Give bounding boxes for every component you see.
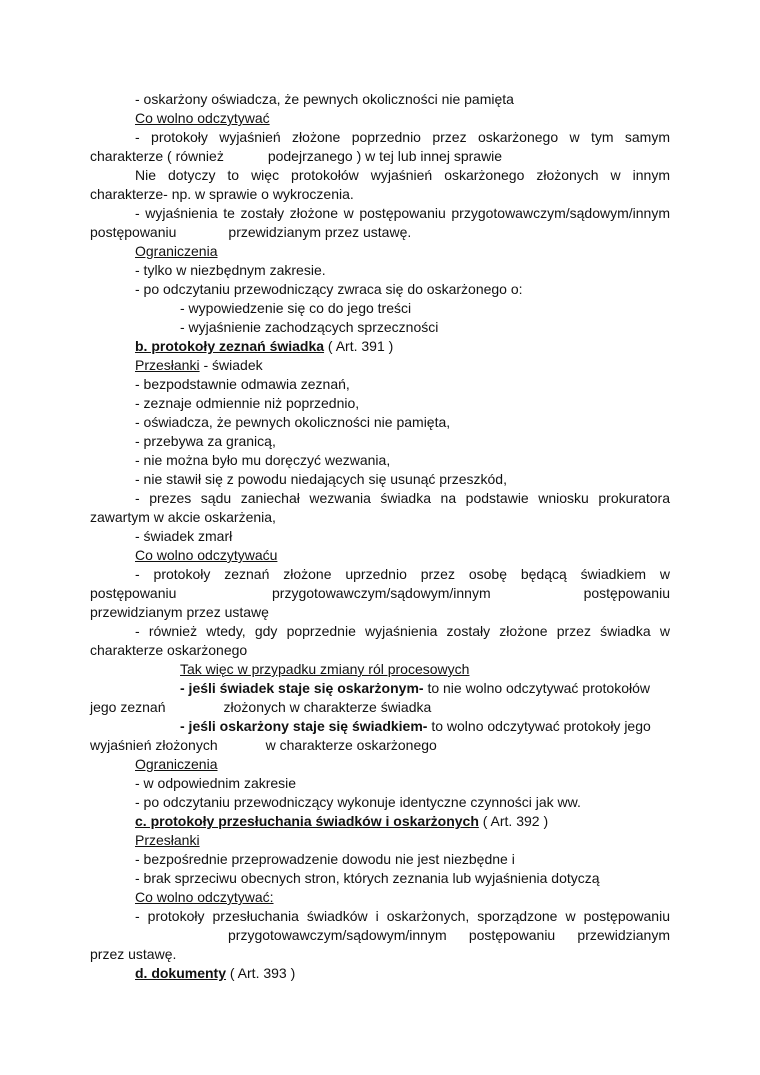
section-title bbox=[135, 964, 670, 983]
text-line: - wypowiedzenie się co do jego treści bbox=[180, 300, 412, 316]
text-line: - brak sprzeciwu obecnych stron, których zeznania lub wyjaśnienia dotyczą bbox=[135, 870, 600, 886]
text-fragment: postępowaniu bbox=[90, 224, 177, 240]
text-fragment: w charakterze oskarżonego bbox=[265, 737, 437, 753]
article-reference: ( Art. 392 ) bbox=[478, 813, 549, 829]
section-heading: Co wolno odczytywaću bbox=[135, 547, 278, 563]
text-fragment: podejrzanego ) w tej lub innej sprawie bbox=[267, 148, 503, 164]
text-line: - protokoły przesłuchania świadków i oskarżonych, sporządzone w postępowaniu bbox=[135, 908, 670, 924]
text-line bbox=[90, 223, 670, 242]
text-fragment: to nie wolno odczytywać protokołów bbox=[423, 680, 651, 696]
text-line bbox=[180, 717, 670, 736]
text-line: - protokoły zeznań złożone uprzednio przez osobę będącą świadkiem w bbox=[135, 566, 670, 582]
text-line: - po odczytaniu przewodniczący wykonuje identyczne czynności jak ww. bbox=[135, 794, 581, 810]
text-line: - w odpowiednim zakresie bbox=[135, 775, 297, 791]
text-line: zawartym w akcie oskarżenia, bbox=[90, 509, 276, 525]
text-fragment: przygotowawczym/sądowym/innym bbox=[272, 585, 491, 601]
text-line: - oświadcza, że pewnych okoliczności nie pamięta, bbox=[135, 414, 451, 430]
text-fragment: - świadek bbox=[199, 357, 263, 373]
article-reference: ( Art. 393 ) bbox=[226, 965, 296, 981]
text-line: - bezpośrednie przeprowadzenie dowodu nie jest niezbędne i bbox=[135, 851, 515, 867]
article-reference: ( Art. 391 ) bbox=[324, 338, 394, 354]
section-heading: Przesłanki bbox=[135, 357, 200, 373]
text-line: - świadek zmarł bbox=[135, 528, 233, 544]
section-title bbox=[135, 812, 670, 831]
text-line: Nie dotyczy to więc protokołów wyjaśnień oskarżonego złożonych w innym bbox=[135, 167, 670, 183]
section-heading: Ograniczenia bbox=[135, 756, 218, 772]
text-line bbox=[90, 736, 670, 755]
text-line: - nie stawił się z powodu niedających się usunąć przeszkód, bbox=[135, 471, 507, 487]
section-heading: Co wolno odczytywać: bbox=[135, 889, 274, 905]
bold-phrase: - jeśli oskarżony staje się świadkiem- bbox=[180, 718, 428, 734]
text-line: - oskarżony oświadcza, że pewnych okoliczności nie pamięta bbox=[135, 91, 514, 107]
text-line: - wyjaśnienia te zostały złożone w postępowaniu przygotowawczym/sądowym/innym bbox=[135, 205, 670, 221]
text-fragment: postępowaniu bbox=[583, 585, 670, 601]
text-line: przewidzianym przez ustawę bbox=[90, 604, 269, 620]
text-line: - zeznaje odmiennie niż poprzednio, bbox=[135, 395, 360, 411]
text-line: - tylko w niezbędnym zakresie. bbox=[135, 262, 326, 278]
text-line: - przebywa za granicą, bbox=[135, 433, 276, 449]
text-fragment: jego zeznań bbox=[90, 699, 166, 715]
text-line: - protokoły wyjaśnień złożone poprzednio przez oskarżonego w tym samym bbox=[135, 129, 670, 145]
text-fragment: wyjaśnień złożonych bbox=[90, 737, 218, 753]
text-fragment: złożonych w charakterze świadka bbox=[223, 699, 432, 715]
text-fragment: charakterze ( również bbox=[90, 148, 224, 164]
text-line: - po odczytaniu przewodniczący zwraca się do oskarżonego o: bbox=[135, 281, 523, 297]
text-line: przez ustawę. bbox=[90, 946, 177, 962]
section-title bbox=[135, 337, 670, 356]
text-line bbox=[90, 147, 670, 166]
section-title-text: b. protokoły zeznań świadka bbox=[135, 338, 325, 354]
text-fragment: przewidzianym przez ustawę. bbox=[228, 224, 412, 240]
text-line: - nie można było mu doręczyć wezwania, bbox=[135, 452, 391, 468]
text-line: - wyjaśnienie zachodzących sprzeczności bbox=[180, 319, 439, 335]
text-line bbox=[90, 584, 670, 603]
text-line bbox=[90, 698, 670, 717]
section-heading: Przesłanki bbox=[135, 832, 200, 848]
text-fragment: postępowaniu bbox=[90, 585, 177, 601]
section-title-text: c. protokoły przesłuchania świadków i oskarżonych bbox=[135, 813, 479, 829]
text-line: - bezpodstawnie odmawia zeznań, bbox=[135, 376, 350, 392]
text-line: - prezes sądu zaniechał wezwania świadka na podstawie wniosku prokuratora bbox=[135, 490, 670, 506]
section-heading: Ograniczenia bbox=[135, 243, 218, 259]
text-line bbox=[180, 679, 670, 698]
text-line: przygotowawczym/sądowym/innym postępowaniu przewidzianym bbox=[228, 927, 670, 943]
text-fragment: to wolno odczytywać protokoły jego bbox=[427, 718, 651, 734]
section-title-text: d. dokumenty bbox=[135, 965, 227, 981]
bold-phrase: - jeśli świadek staje się oskarżonym- bbox=[180, 680, 424, 696]
section-heading: Co wolno odczytywać bbox=[135, 110, 270, 126]
text-line: charakterze- np. w sprawie o wykroczenia. bbox=[90, 186, 354, 202]
section-heading: Tak więc w przypadku zmiany ról procesowych bbox=[180, 661, 470, 677]
text-line: charakterze oskarżonego bbox=[90, 642, 248, 658]
text-line: - również wtedy, gdy poprzednie wyjaśnienia zostały złożone przez świadka w bbox=[135, 623, 670, 639]
text-line bbox=[135, 356, 670, 375]
